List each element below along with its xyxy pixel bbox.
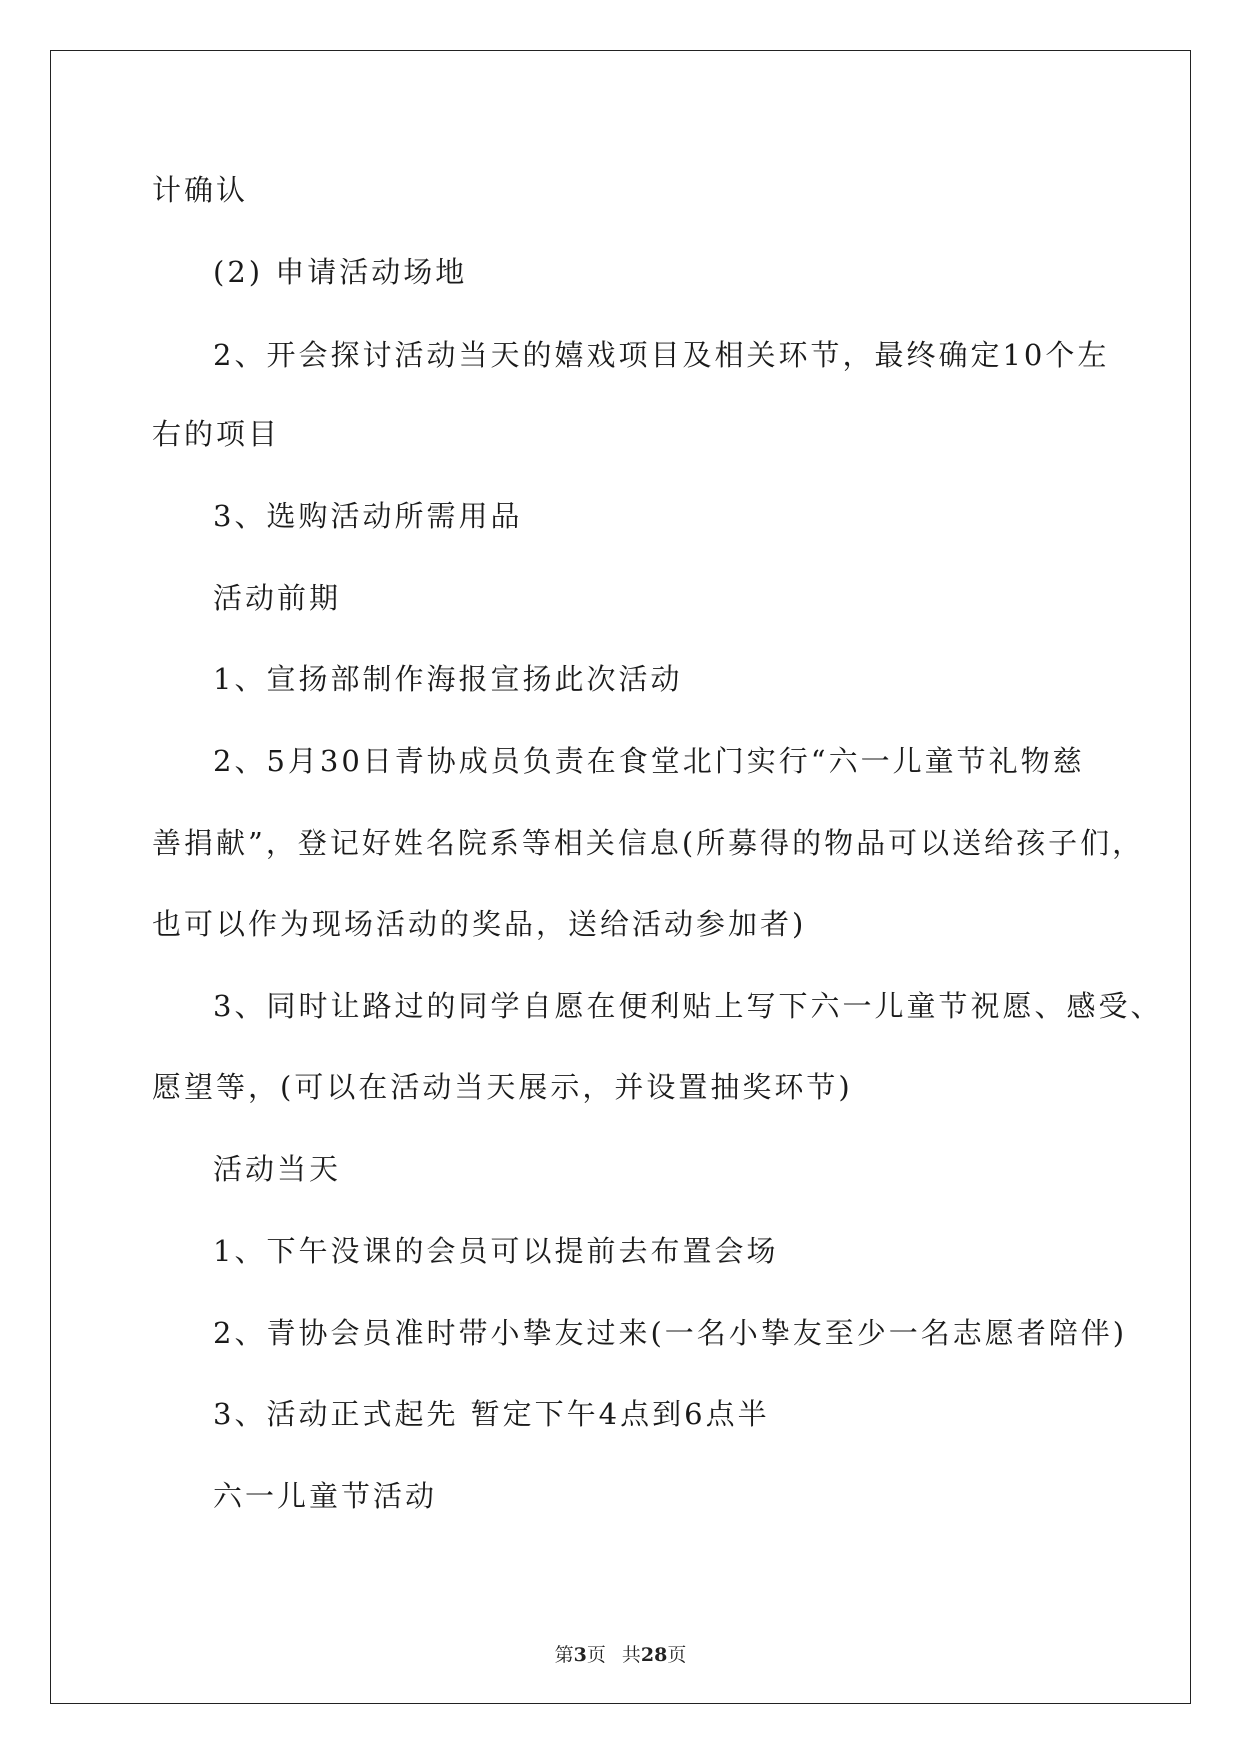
- page-suffix: 页: [586, 1644, 606, 1666]
- text-line: 也可以作为现场活动的奖品，送给活动参加者): [152, 907, 807, 941]
- total-prefix: 共: [621, 1644, 641, 1666]
- text-line: 右的项目: [152, 417, 281, 451]
- text-line: 2、开会探讨活动当天的嬉戏项目及相关环节，最终确定10个左: [213, 338, 1110, 372]
- text-line: 3、活动正式起先 暂定下午4点到6点半: [213, 1397, 770, 1431]
- text-line: 善捐献”，登记好姓名院系等相关信息(所募得的物品可以送给孩子们，: [152, 826, 1145, 860]
- page-prefix: 第: [554, 1644, 574, 1666]
- text-line: (2) 申请活动场地: [213, 255, 468, 289]
- text-line: 1、下午没课的会员可以提前去布置会场: [213, 1234, 779, 1268]
- page-total: 28: [640, 1644, 668, 1666]
- text-line: 六一儿童节活动: [213, 1479, 438, 1513]
- text-line: 1、宣扬部制作海报宣扬此次活动: [213, 662, 683, 696]
- total-suffix: 页: [667, 1644, 687, 1666]
- page-current: 3: [573, 1644, 587, 1666]
- text-line: 2、5月30日青协成员负责在食堂北门实行“六一儿童节礼物慈: [213, 744, 1085, 778]
- text-line: 活动当天: [213, 1152, 342, 1186]
- text-line: 3、选购活动所需用品: [213, 499, 523, 533]
- text-line: 3、同时让路过的同学自愿在便利贴上写下六一儿童节祝愿、感受、: [213, 989, 1163, 1023]
- page-border: [50, 50, 1191, 1704]
- text-line: 愿望等，(可以在活动当天展示，并设置抽奖环节): [152, 1070, 853, 1104]
- text-line: 计确认: [152, 173, 249, 207]
- page-footer: [0, 1643, 1241, 1667]
- text-line: 活动前期: [213, 581, 342, 615]
- text-line: 2、青协会员准时带小挚友过来(一名小挚友至少一名志愿者陪伴): [213, 1316, 1128, 1350]
